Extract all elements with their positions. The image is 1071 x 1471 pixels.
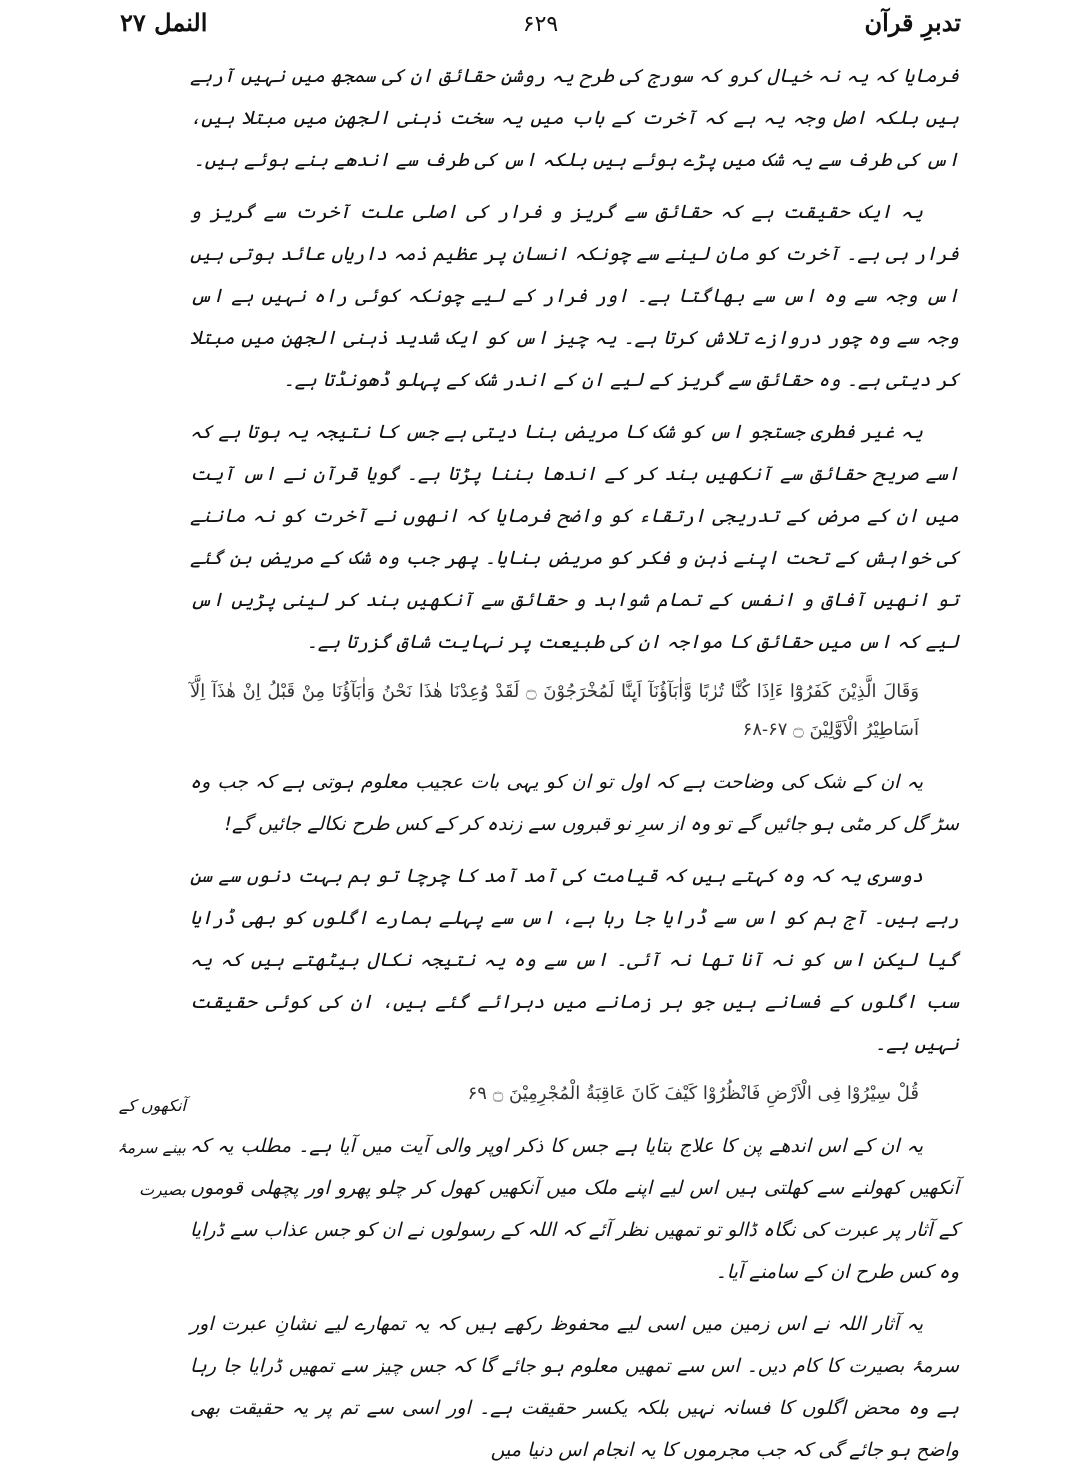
- margin-note-line: بصیرت: [138, 1180, 186, 1199]
- margin-note: [104, 1085, 186, 1211]
- paragraph: دوسری یہ کہ وہ کہتے ہیں کہ قیامت کی آمد آمد کا چرچا تو ہم بہت دنوں سے سن رہے ہیں۔ آج ہم کو اس سے ڈرایا جا رہا ہے، اس سے پہلے ہمارے اگلوں کو بھی ڈرایا گیا لیکن اس کو نہ آنا تھا نہ آئی۔ اس سے وہ یہ نتیجہ نکال بیٹھتے ہیں کہ یہ سب اگلوں کے فسانے ہیں جو ہر زمانے میں دہرائے گئے ہیں، ان کی کوئی حقیقت نہیں ہے۔: [190, 865, 959, 1055]
- paragraph: یہ ان کے اس اندھے پن کا علاج بتایا ہے جس کا ذکر اوپر والی آیت میں آیا ہے۔ مطلب یہ کہ آنکھیں کھولنے سے کھلتی ہیں اس لیے اپنے ملک میں آنکھیں کھول کر چلو پھرو اور پچھلی قوموں کے آثار پر عبرت کی نگاہ ڈالو تو تمھیں نظر آئے کہ اللہ کے رسولوں نے ان کو جس عذاب سے ڈرایا وہ کس طرح ان کے سامنے آیا۔: [190, 1135, 959, 1283]
- paragraph: یہ ایک حقیقت ہے کہ حقائق سے گریز و فرار کی اصلی علت آخرت سے گریز و فرار ہی ہے۔ آخرت کو مان لینے سے چونکہ انسان پر عظیم ذمہ داریاں عائد ہوتی ہیں اس وجہ سے وہ اس سے بھاگتا ہے۔ اور فرار کے لیے چونکہ کوئی راہ نہیں ہے اس وجہ سے وہ چور دروازے تلاش کرتا ہے۔ یہ چیز اس کو ایک شدید ذہنی الجھن میں مبتلا کر دیتی ہے۔ وہ حقائق سے گریز کے لیے ان کے اندر شک کے پہلو ڈھونڈتا ہے۔: [190, 201, 959, 391]
- margin-note-line: بینے سرمۂ: [117, 1138, 186, 1157]
- page-number: ۶۲۹: [522, 12, 559, 37]
- page-body: [190, 55, 959, 1461]
- paragraph: یہ غیر فطری جستجو اس کو شک کا مریض بنا دیتی ہے جس کا نتیجہ یہ ہوتا ہے کہ اسے صریح حقائق سے آنکھیں بند کر کے اندھا بننا پڑتا ہے۔ گویا قرآن نے اس آیت میں ان کے مرض کے تدریجی ارتقاء کو واضح فرمایا کہ انھوں نے آخرت کو نہ ماننے کی خواہش کے تحت اپنے ذہن و فکر کو مریض بنایا۔ پھر جب وہ شک کے مریض بن گئے تو انھیں آفاق و انفس کے تمام شواہد و حقائق سے آنکھیں بند کر لینی پڑیں اس لیے کہ اس میں حقائق کا مواجہ ان کی طبیعت پر نہایت شاق گزرتا ہے۔: [190, 421, 959, 653]
- paragraph: یہ آثار اللہ نے اس زمین میں اسی لیے محفوظ رکھے ہیں کہ یہ تمھارے لیے نشانِ عبرت اور سرمۂ بصیرت کا کام دیں۔ اس سے تمھیں معلوم ہو جائے گا کہ جس چیز سے تمھیں ڈرایا جا رہا ہے وہ محض اگلوں کا فسانہ نہیں بلکہ یکسر حقیقت ہے۔ اور اسی سے تم پر یہ حقیقت بھی واضح ہو جائے گی کہ جب مجرموں کا یہ انجام اس دنیا میں: [190, 1313, 959, 1461]
- book-title: تدبرِ قرآن: [864, 8, 961, 37]
- quran-verse: وَقَالَ الَّذِيْنَ كَفَرُوْٓا ءَاِذَا كُنَّا تُرٰبًا وَّاٰبَآؤُنَآ اَىِٕنَّا لَمُخْرَجُوْنَ ۝ لَقَدْ وُعِدْنَا هٰذَا نَحْنُ وَاٰبَآؤُنَا مِنْ قَبْلُ اِنْ هٰذَآ اِلَّآ اَسَاطِيْرُ الْاَوَّلِيْنَ ۝ ۶۷-۶۸: [190, 681, 920, 740]
- paragraph: فرمایا کہ یہ نہ خیال کرو کہ سورج کی طرح یہ روشن حقائق ان کی سمجھ میں نہیں آرہے ہیں بلکہ اصل وجہ یہ ہے کہ آخرت کے باب میں یہ سخت ذہنی الجھن میں مبتلا ہیں، اس کی طرف سے یہ شک میں پڑے ہوئے ہیں بلکہ اس کی طرف سے اندھے بنے ہوئے ہیں۔: [190, 65, 959, 171]
- surah-name: النمل ۲۷: [120, 8, 208, 37]
- quran-verse: قُلْ سِيْرُوْا فِى الْاَرْضِ فَانْظُرُوْا كَيْفَ كَانَ عَاقِبَةُ الْمُجْرِمِيْنَ ۝ ۶۹: [467, 1083, 919, 1104]
- page-header: [120, 6, 961, 46]
- margin-note-line: آنکھوں کے: [118, 1096, 186, 1115]
- paragraph: یہ ان کے شک کی وضاحت ہے کہ اول تو ان کو یہی بات عجیب معلوم ہوتی ہے کہ جب وہ سڑ گل کر مٹی ہو جائیں گے تو وہ از سرِ نو قبروں سے زندہ کر کے کس طرح نکالے جائیں گے!: [190, 771, 959, 835]
